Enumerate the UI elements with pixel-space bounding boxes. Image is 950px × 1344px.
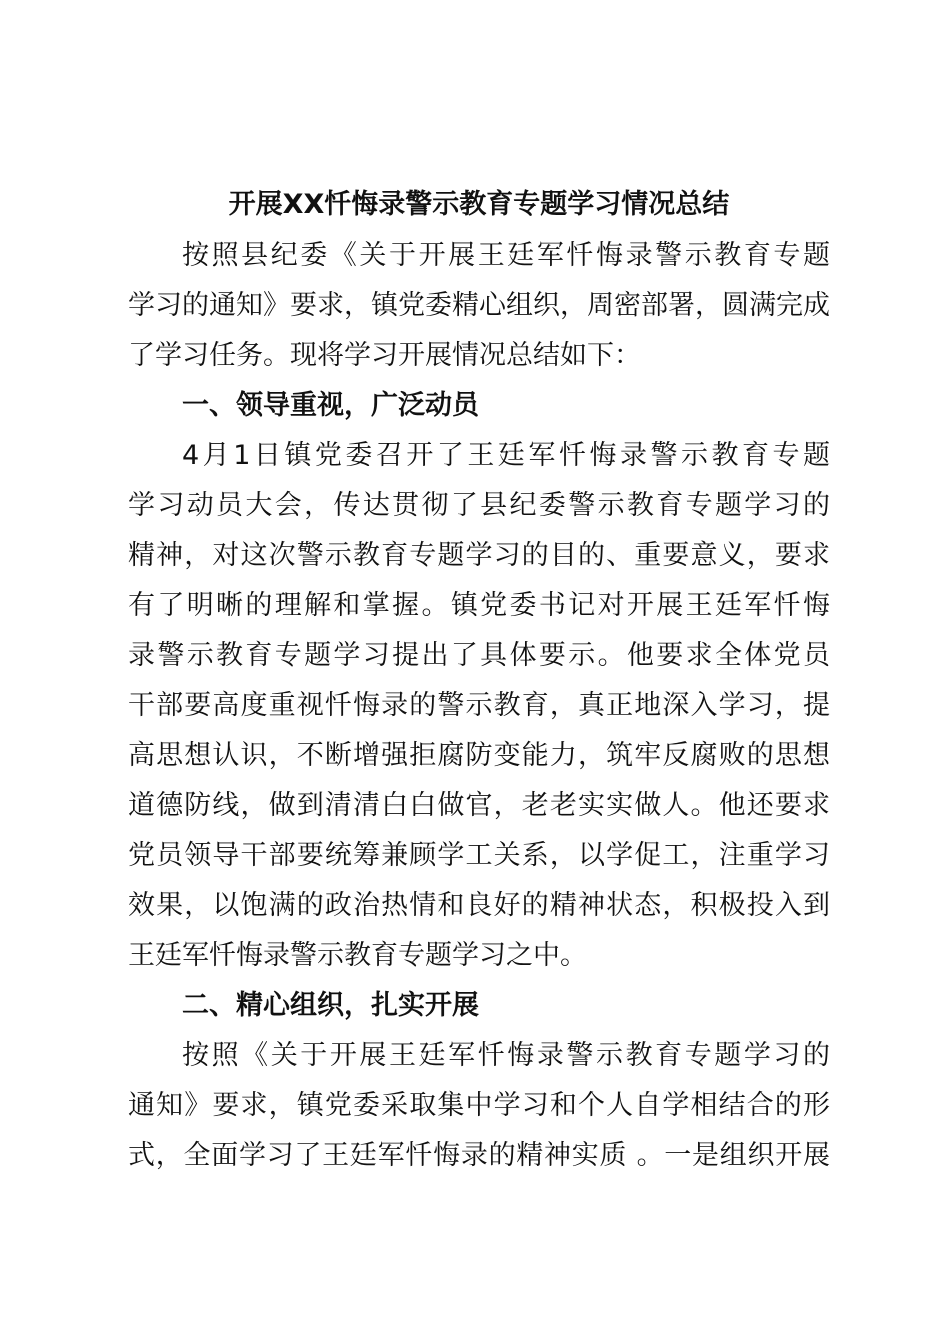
section-1-line-11: 王廷军忏悔录警示教育专题学习之中。 bbox=[128, 940, 587, 971]
section-1-line-1: 4月1日镇党委召开了王廷军忏悔录警示教育专题 bbox=[182, 440, 830, 471]
section-2-line-3: 式，全面学习了王廷军忏悔录的精神实质 。一是组织开展 bbox=[128, 1140, 830, 1171]
section-1-line-8: 道德防线，做到清清白白做官，老老实实做人。他还要求 bbox=[128, 790, 830, 821]
intro-line-3: 了学习任务。现将学习开展情况总结如下： bbox=[128, 340, 641, 371]
intro-line-2: 学习的通知》要求，镇党委精心组织，周密部署，圆满完成 bbox=[128, 290, 830, 321]
document-title: 开展XX忏悔录警示教育专题学习情况总结 bbox=[228, 189, 730, 220]
section-1-line-3: 精神，对这次警示教育专题学习的目的、重要意义，要求 bbox=[128, 540, 830, 571]
section-2-line-1: 按照《关于开展王廷军忏悔录警示教育专题学习的 bbox=[182, 1040, 830, 1071]
section-1-line-9: 党员领导干部要统筹兼顾学工关系，以学促工，注重学习 bbox=[128, 840, 830, 871]
section-1-heading: 一、领导重视，广泛动员 bbox=[182, 390, 479, 421]
section-1-line-5: 录警示教育专题学习提出了具体要示。他要求全体党员 bbox=[128, 640, 830, 671]
section-2-line-2: 通知》要求，镇党委采取集中学习和个人自学相结合的形 bbox=[128, 1090, 830, 1121]
section-1-line-10: 效果，以饱满的政治热情和良好的精神状态，积极投入到 bbox=[128, 890, 830, 921]
section-1-line-2: 学习动员大会，传达贯彻了县纪委警示教育专题学习的 bbox=[128, 490, 830, 521]
section-1-line-4: 有了明晰的理解和掌握。镇党委书记对开展王廷军忏悔 bbox=[128, 590, 830, 621]
intro-line-1: 按照县纪委《关于开展王廷军忏悔录警示教育专题 bbox=[182, 240, 830, 271]
section-1-line-7: 高思想认识，不断增强拒腐防变能力，筑牢反腐败的思想 bbox=[128, 740, 830, 771]
section-2-heading: 二、精心组织，扎实开展 bbox=[182, 990, 479, 1021]
section-1-line-6: 干部要高度重视忏悔录的警示教育，真正地深入学习，提 bbox=[128, 690, 830, 721]
